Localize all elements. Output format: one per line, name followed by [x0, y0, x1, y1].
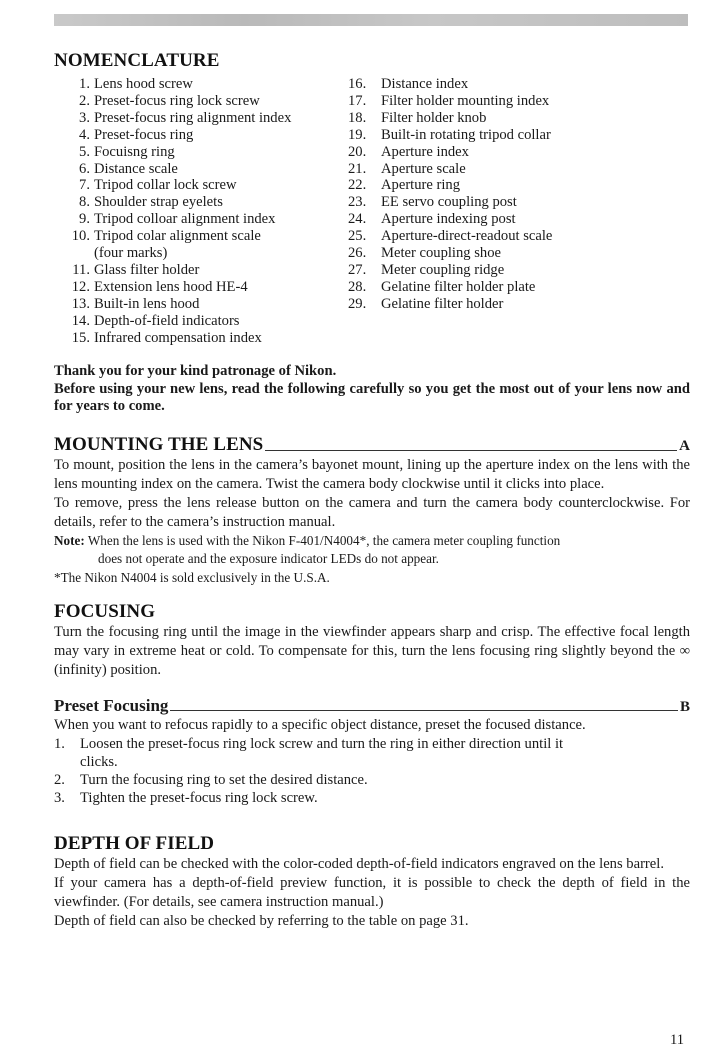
- focusing-title: FOCUSING: [54, 600, 156, 622]
- nomenclature-item: [348, 93, 688, 110]
- item-number: 17.: [348, 92, 367, 109]
- item-label: Preset-focus ring alignment index: [94, 109, 292, 126]
- item-number: 9.: [79, 211, 90, 228]
- item-number: 19.: [348, 126, 367, 143]
- dof-paragraph-3: Depth of field can also be checked by referring to the table on page 31.: [54, 912, 469, 929]
- nomenclature-item: [348, 194, 688, 211]
- item-number: 8.: [79, 194, 90, 211]
- nomenclature-item: [348, 161, 688, 178]
- item-number: 1.: [79, 76, 90, 92]
- item-number: 16.: [348, 76, 367, 92]
- item-label: Gelatine filter holder plate: [381, 278, 536, 295]
- mounting-paragraph-1: To mount, position the lens in the camera’s bayonet mount, lining up the aperture index on the lens with the lens mounting index on the camera. Twist the camera body clockwise until it clicks into place.: [54, 456, 690, 492]
- item-number: 4.: [79, 126, 90, 143]
- item-label: Tripod collar lock screw: [94, 177, 237, 194]
- item-number: 2.: [79, 92, 90, 109]
- nomenclature-left-column: [54, 76, 344, 347]
- item-label: Lens hood screw: [94, 76, 193, 92]
- item-number: 15.: [71, 329, 90, 346]
- item-number: 11.: [72, 261, 90, 278]
- mounting-paragraph-2: To remove, press the lens release button on the camera and turn the camera body counterclockwise. For details, refer to the camera’s instruction manual.: [54, 494, 690, 530]
- item-label: Preset-focus ring lock screw: [94, 92, 260, 109]
- nomenclature-item: [54, 228, 344, 245]
- item-number: 3.: [79, 109, 90, 126]
- note-continuation: does not operate and the exposure indicator LEDs do not appear.: [98, 550, 439, 566]
- item-number: 6.: [79, 160, 90, 177]
- item-number: 18.: [348, 109, 367, 126]
- nomenclature-item: [348, 228, 688, 245]
- preset-intro: When you want to refocus rapidly to a specific object distance, preset the focused distance.: [54, 716, 586, 733]
- mounting-title: MOUNTING THE LENS: [54, 433, 264, 455]
- item-label: Tripod colloar alignment index: [94, 211, 276, 228]
- preset-heading: [54, 696, 690, 716]
- preset-title: Preset Focusing: [54, 695, 169, 715]
- preset-steps: [54, 735, 690, 807]
- nomenclature-item: [348, 262, 688, 279]
- item-label: Filter holder knob: [381, 109, 487, 126]
- list-item: [54, 735, 690, 753]
- item-label: Tripod colar alignment scale: [94, 228, 261, 245]
- page-number: 11: [670, 1032, 685, 1048]
- nomenclature-item: [348, 127, 688, 144]
- item-label: Shoulder strap eyelets: [94, 194, 223, 211]
- nomenclature-item: [54, 127, 344, 144]
- page-content: [54, 50, 690, 931]
- mounting-heading: [54, 434, 690, 456]
- nomenclature-right-column: [348, 76, 688, 313]
- item-number: 7.: [79, 177, 90, 194]
- dof-paragraph-1: Depth of field can be checked with the color-coded depth-of-field indicators engraved on the lens barrel.: [54, 855, 664, 872]
- item-number: 23.: [348, 194, 367, 211]
- item-number: 14.: [71, 312, 90, 329]
- item-number: 28.: [348, 278, 367, 295]
- item-label: Meter coupling shoe: [381, 245, 501, 262]
- item-label: Filter holder mounting index: [381, 92, 550, 109]
- item-label: Aperture indexing post: [381, 211, 516, 228]
- list-item: [54, 771, 690, 789]
- item-number: 13.: [71, 295, 90, 312]
- heading-rule: [265, 450, 677, 451]
- nomenclature-item: [348, 211, 688, 228]
- item-label: Meter coupling ridge: [381, 261, 505, 278]
- nomenclature-item: [54, 262, 344, 279]
- item-number: 21.: [348, 160, 367, 177]
- note-text: When the lens is used with the Nikon F-401/N4004*, the camera meter coupling function: [87, 532, 561, 548]
- step-text: Loosen the preset-focus ring lock screw and turn the ring in either direction until it: [80, 735, 564, 752]
- step-number: 3.: [54, 789, 65, 806]
- item-label: Aperture scale: [381, 160, 466, 177]
- item-number: 10.: [71, 228, 90, 245]
- item-label: Extension lens hood HE-4: [94, 278, 248, 295]
- nomenclature-item: [348, 110, 688, 127]
- note-label: Note:: [54, 532, 85, 548]
- item-label: Built-in lens hood: [94, 295, 200, 312]
- item-number: 12.: [71, 278, 90, 295]
- item-number: 24.: [348, 211, 367, 228]
- item-label: Aperture index: [381, 143, 469, 160]
- heading-rule: [170, 710, 678, 711]
- nomenclature-item: [54, 330, 344, 347]
- item-number: 27.: [348, 261, 367, 278]
- dof-paragraph-2: If your camera has a depth-of-field preview function, it is possible to check the depth of field in the viewfinder. (For details, see camera instruction manual.): [54, 874, 690, 910]
- advice-line: Before using your new lens, read the following carefully so you get the most out of your lens now and for years to come.: [54, 380, 690, 414]
- thanks-line: Thank you for your kind patronage of Nikon.: [54, 363, 337, 379]
- item-label: Infrared compensation index: [94, 329, 262, 346]
- step-continuation: clicks.: [80, 753, 118, 770]
- nomenclature-item: [54, 279, 344, 296]
- item-number: 22.: [348, 177, 367, 194]
- nomenclature-item: [54, 76, 344, 93]
- item-label: Built-in rotating tripod collar: [381, 126, 551, 143]
- nomenclature-item: [348, 279, 688, 296]
- item-number: 26.: [348, 245, 367, 262]
- item-label: Aperture-direct-readout scale: [381, 228, 553, 245]
- nomenclature-item: [54, 211, 344, 228]
- item-label: Preset-focus ring: [94, 126, 194, 143]
- dof-title: DEPTH OF FIELD: [54, 832, 215, 854]
- mounting-note: [54, 532, 690, 550]
- step-number: 1.: [54, 735, 65, 752]
- nomenclature-item: [348, 245, 688, 262]
- item-number: 29.: [348, 295, 367, 312]
- item-number: 20.: [348, 143, 367, 160]
- nomenclature-item: [54, 296, 344, 313]
- item-label: Gelatine filter holder: [381, 295, 504, 312]
- step-text: Tighten the preset-focus ring lock screw.: [80, 789, 318, 806]
- item-label: EE servo coupling post: [381, 194, 517, 211]
- step-text: Turn the focusing ring to set the desired distance.: [80, 771, 368, 788]
- nomenclature-item: [54, 245, 344, 262]
- list-item: [54, 789, 690, 807]
- item-label: Distance index: [381, 76, 469, 92]
- step-number: 2.: [54, 771, 65, 788]
- thanks-block: [54, 363, 690, 416]
- focusing-paragraph: Turn the focusing ring until the image in the viewfinder appears sharp and crisp. The effective focal length may vary in extreme heat or cold. To compensate for this, turn the lens focusing ring slightly beyond the ∞ (infinity) position.: [54, 623, 690, 678]
- nomenclature-item: [54, 313, 344, 330]
- item-label: Distance scale: [94, 160, 178, 177]
- nomenclature-item: [348, 144, 688, 161]
- item-number: 25.: [348, 228, 367, 245]
- nomenclature-item: [54, 93, 344, 110]
- nomenclature-item: [348, 296, 688, 313]
- figure-ref-a: A: [679, 437, 690, 454]
- item-label: Focuisng ring: [94, 143, 175, 160]
- item-label: Glass filter holder: [94, 261, 200, 278]
- item-number: 5.: [79, 143, 90, 160]
- nomenclature-item: [54, 110, 344, 127]
- header-bar: [54, 14, 688, 26]
- nomenclature-item: [348, 177, 688, 194]
- item-label: Depth-of-field indicators: [94, 312, 240, 329]
- item-label: (four marks): [94, 245, 168, 262]
- item-label: Aperture ring: [381, 177, 461, 194]
- nomenclature-item: [54, 144, 344, 161]
- nomenclature-item: [54, 177, 344, 194]
- figure-ref-b: B: [679, 698, 690, 715]
- nomenclature-title: NOMENCLATURE: [54, 50, 220, 71]
- nomenclature-list: [54, 76, 690, 346]
- nomenclature-item: [348, 76, 688, 93]
- nomenclature-item: [54, 161, 344, 178]
- nomenclature-item: [54, 194, 344, 211]
- footnote: *The Nikon N4004 is sold exclusively in the U.S.A.: [54, 569, 330, 585]
